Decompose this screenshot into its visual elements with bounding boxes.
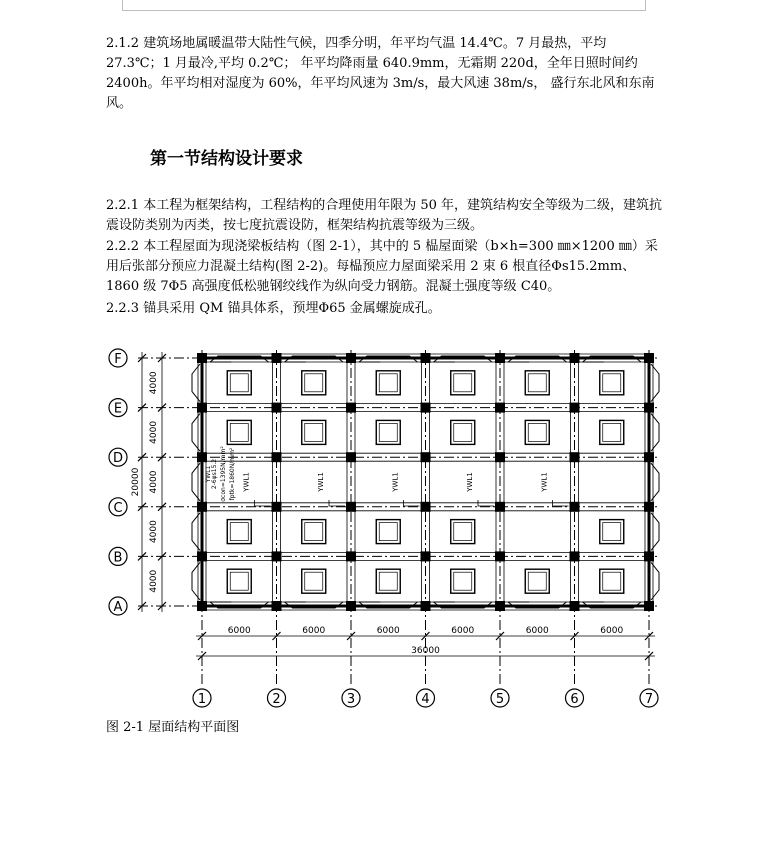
roof-opening-inner [528,423,546,441]
column [570,353,580,363]
row-dimension-text: 4000 [149,371,159,395]
column [197,551,207,561]
roof-opening [376,420,400,444]
total-depth-text: 20000 [131,467,141,497]
column [421,353,431,363]
roof-opening-inner [230,572,248,590]
roof-opening-inner [305,572,323,590]
column [644,403,654,413]
axis-label-a: A [113,600,123,615]
figure-caption: 图 2-1 屋面结构平面图 [106,720,240,735]
roof-opening [227,420,251,444]
axis-label-3: 3 [346,692,356,707]
header-margin-mark-right [645,0,646,10]
roof-opening-inner [379,423,397,441]
paragraph-2-2-1: 2.2.1 本工程为框架结构，工程结构的合理使用年限为 50 年，建筑结构安全等级为二级，建筑抗震设防类别为丙类，按七度抗震设防，框架结构抗震等级为三级。 [106,198,663,233]
axis-label-6: 6 [570,692,579,707]
column [644,551,654,561]
section-heading: 第一节结构设计要求 [150,149,303,169]
roof-opening [302,569,326,593]
col-dimension-text: 6000 [227,626,251,636]
column [570,452,580,462]
column [644,502,654,512]
column [272,601,282,611]
roof-opening-inner [603,423,621,441]
axis-label-2: 2 [272,692,281,707]
beam-label: YWL1 [242,472,251,492]
column [272,551,282,561]
roof-opening [376,371,400,395]
roof-opening [451,420,475,444]
column [346,601,356,611]
column [421,551,431,561]
column [495,353,505,363]
beam-label: YWL1 [317,472,325,492]
roof-opening [376,569,400,593]
column [197,502,207,512]
roof-opening [302,520,326,544]
axis-label-7: 7 [644,692,654,707]
roof-opening-inner [603,374,621,392]
beam-label: YWL1 [391,472,400,492]
col-dimension-text: 6000 [600,626,624,636]
column [495,601,505,611]
roof-opening-inner [528,572,546,590]
axis-label-1: 1 [197,692,207,707]
column [644,452,654,462]
roof-opening-inner [379,572,397,590]
column [495,551,505,561]
roof-opening [227,569,251,593]
column [644,601,654,611]
roof-opening-inner [603,572,621,590]
roof-opening-inner [379,523,397,541]
roof-opening [600,371,624,395]
prestress-note: 2-6φs15.2 [211,458,218,490]
paragraph-2-2-3: 2.2.3 锚具采用 QM 锚具体系，预埋Φ65 金属螺旋成孔。 [106,301,441,316]
col-dimension-text: 6000 [376,626,400,636]
axis-label-d: D [112,451,124,467]
roof-opening-inner [454,423,472,441]
beam-label: YWL1 [466,472,474,492]
roof-opening [525,569,549,593]
roof-opening [302,371,326,395]
beam-label: YWL1 [540,472,549,492]
axis-label-5: 5 [495,692,505,707]
row-dimension-text: 4000 [149,520,159,544]
roof-opening [600,420,624,444]
column [197,353,207,363]
column [570,551,580,561]
column [644,353,654,363]
roof-opening [227,520,251,544]
column [570,502,580,512]
col-dimension-text: 6000 [302,626,326,636]
axis-label-e: E [113,401,123,417]
column [197,601,207,611]
column [495,403,505,413]
column [570,403,580,413]
roof-opening-inner [230,523,248,541]
roof-opening-inner [454,374,472,392]
column [346,551,356,561]
column [346,502,356,512]
column [421,502,431,512]
roof-opening [227,371,251,395]
row-dimension-text: 4000 [149,420,159,444]
column [495,502,505,512]
roof-opening [600,520,624,544]
row-dimension-text: 4000 [149,470,159,494]
axis-label-c: C [113,500,123,516]
axis-label-f: F [114,352,122,367]
paragraph-2-2-2: 2.2.2 本工程屋面为现浇梁板结构（图 2-1），其中的 5 榀屋面梁（b×h=300 ㎜×1200 ㎜）采用后张部分预应力混凝土结构(图 2-2)。每榀预应力屋面梁采用 2 束 6 根直径Φs15.2mm、1860 级 7Φ5 高强度低松驰钢绞线作为纵向受力钢筋。混凝土强度等级 C40。 [106,239,658,294]
column [272,353,282,363]
roof-opening [600,569,624,593]
roof-opening-inner [603,523,621,541]
axis-label-4: 4 [421,692,430,707]
column [421,601,431,611]
column [272,502,282,512]
column [197,452,207,462]
roof-opening-inner [305,523,323,541]
roof-opening-inner [305,374,323,392]
roof-opening [451,371,475,395]
column [570,601,580,611]
prestress-note: σcon=1395N/mm² [220,446,227,502]
axis-label-b: B [113,550,123,566]
roof-opening [451,569,475,593]
column [421,403,431,413]
roof-opening [525,420,549,444]
column [421,452,431,462]
roof-opening [376,520,400,544]
right-edge-detail [651,364,659,600]
prestress-note: fptk=1860N/mm² [229,447,236,501]
roof-opening-inner [454,572,472,590]
roof-opening-inner [528,374,546,392]
left-edge-detail [192,364,200,600]
paragraph-2-1-2: 2.1.2 建筑场地属暖温带大陆性气候，四季分明，年平均气温 14.4℃。7 月最热，平均 27.3℃；1 月最冷,平均 0.2℃； 年平均降雨量 640.9mm，无霜期 220d，全年日照时间约 2400h。年平均相对湿度为 60%，年平均风速为 3m/s，最大风速 38m/s， 盛行东北风和东南风。 [106,36,655,111]
roof-opening-inner [230,374,248,392]
roof-opening [451,520,475,544]
roof-opening-inner [305,423,323,441]
col-dimension-text: 6000 [525,626,549,636]
roof-opening-inner [379,374,397,392]
total-width-text: 36000 [411,646,440,656]
header-margin-mark-left [122,0,123,10]
column [495,452,505,462]
roof-opening [525,371,549,395]
row-dimension-text: 4000 [149,569,159,593]
column [346,452,356,462]
col-dimension-text: 6000 [451,626,475,636]
column [346,403,356,413]
column [272,403,282,413]
column [272,452,282,462]
roof-opening-inner [454,523,472,541]
roof-structure-plan-figure [100,340,680,720]
roof-opening-inner [230,423,248,441]
header-rule [122,10,646,11]
column [197,403,207,413]
beam-label: YWL1 [205,465,212,483]
roof-opening [302,420,326,444]
column [346,353,356,363]
